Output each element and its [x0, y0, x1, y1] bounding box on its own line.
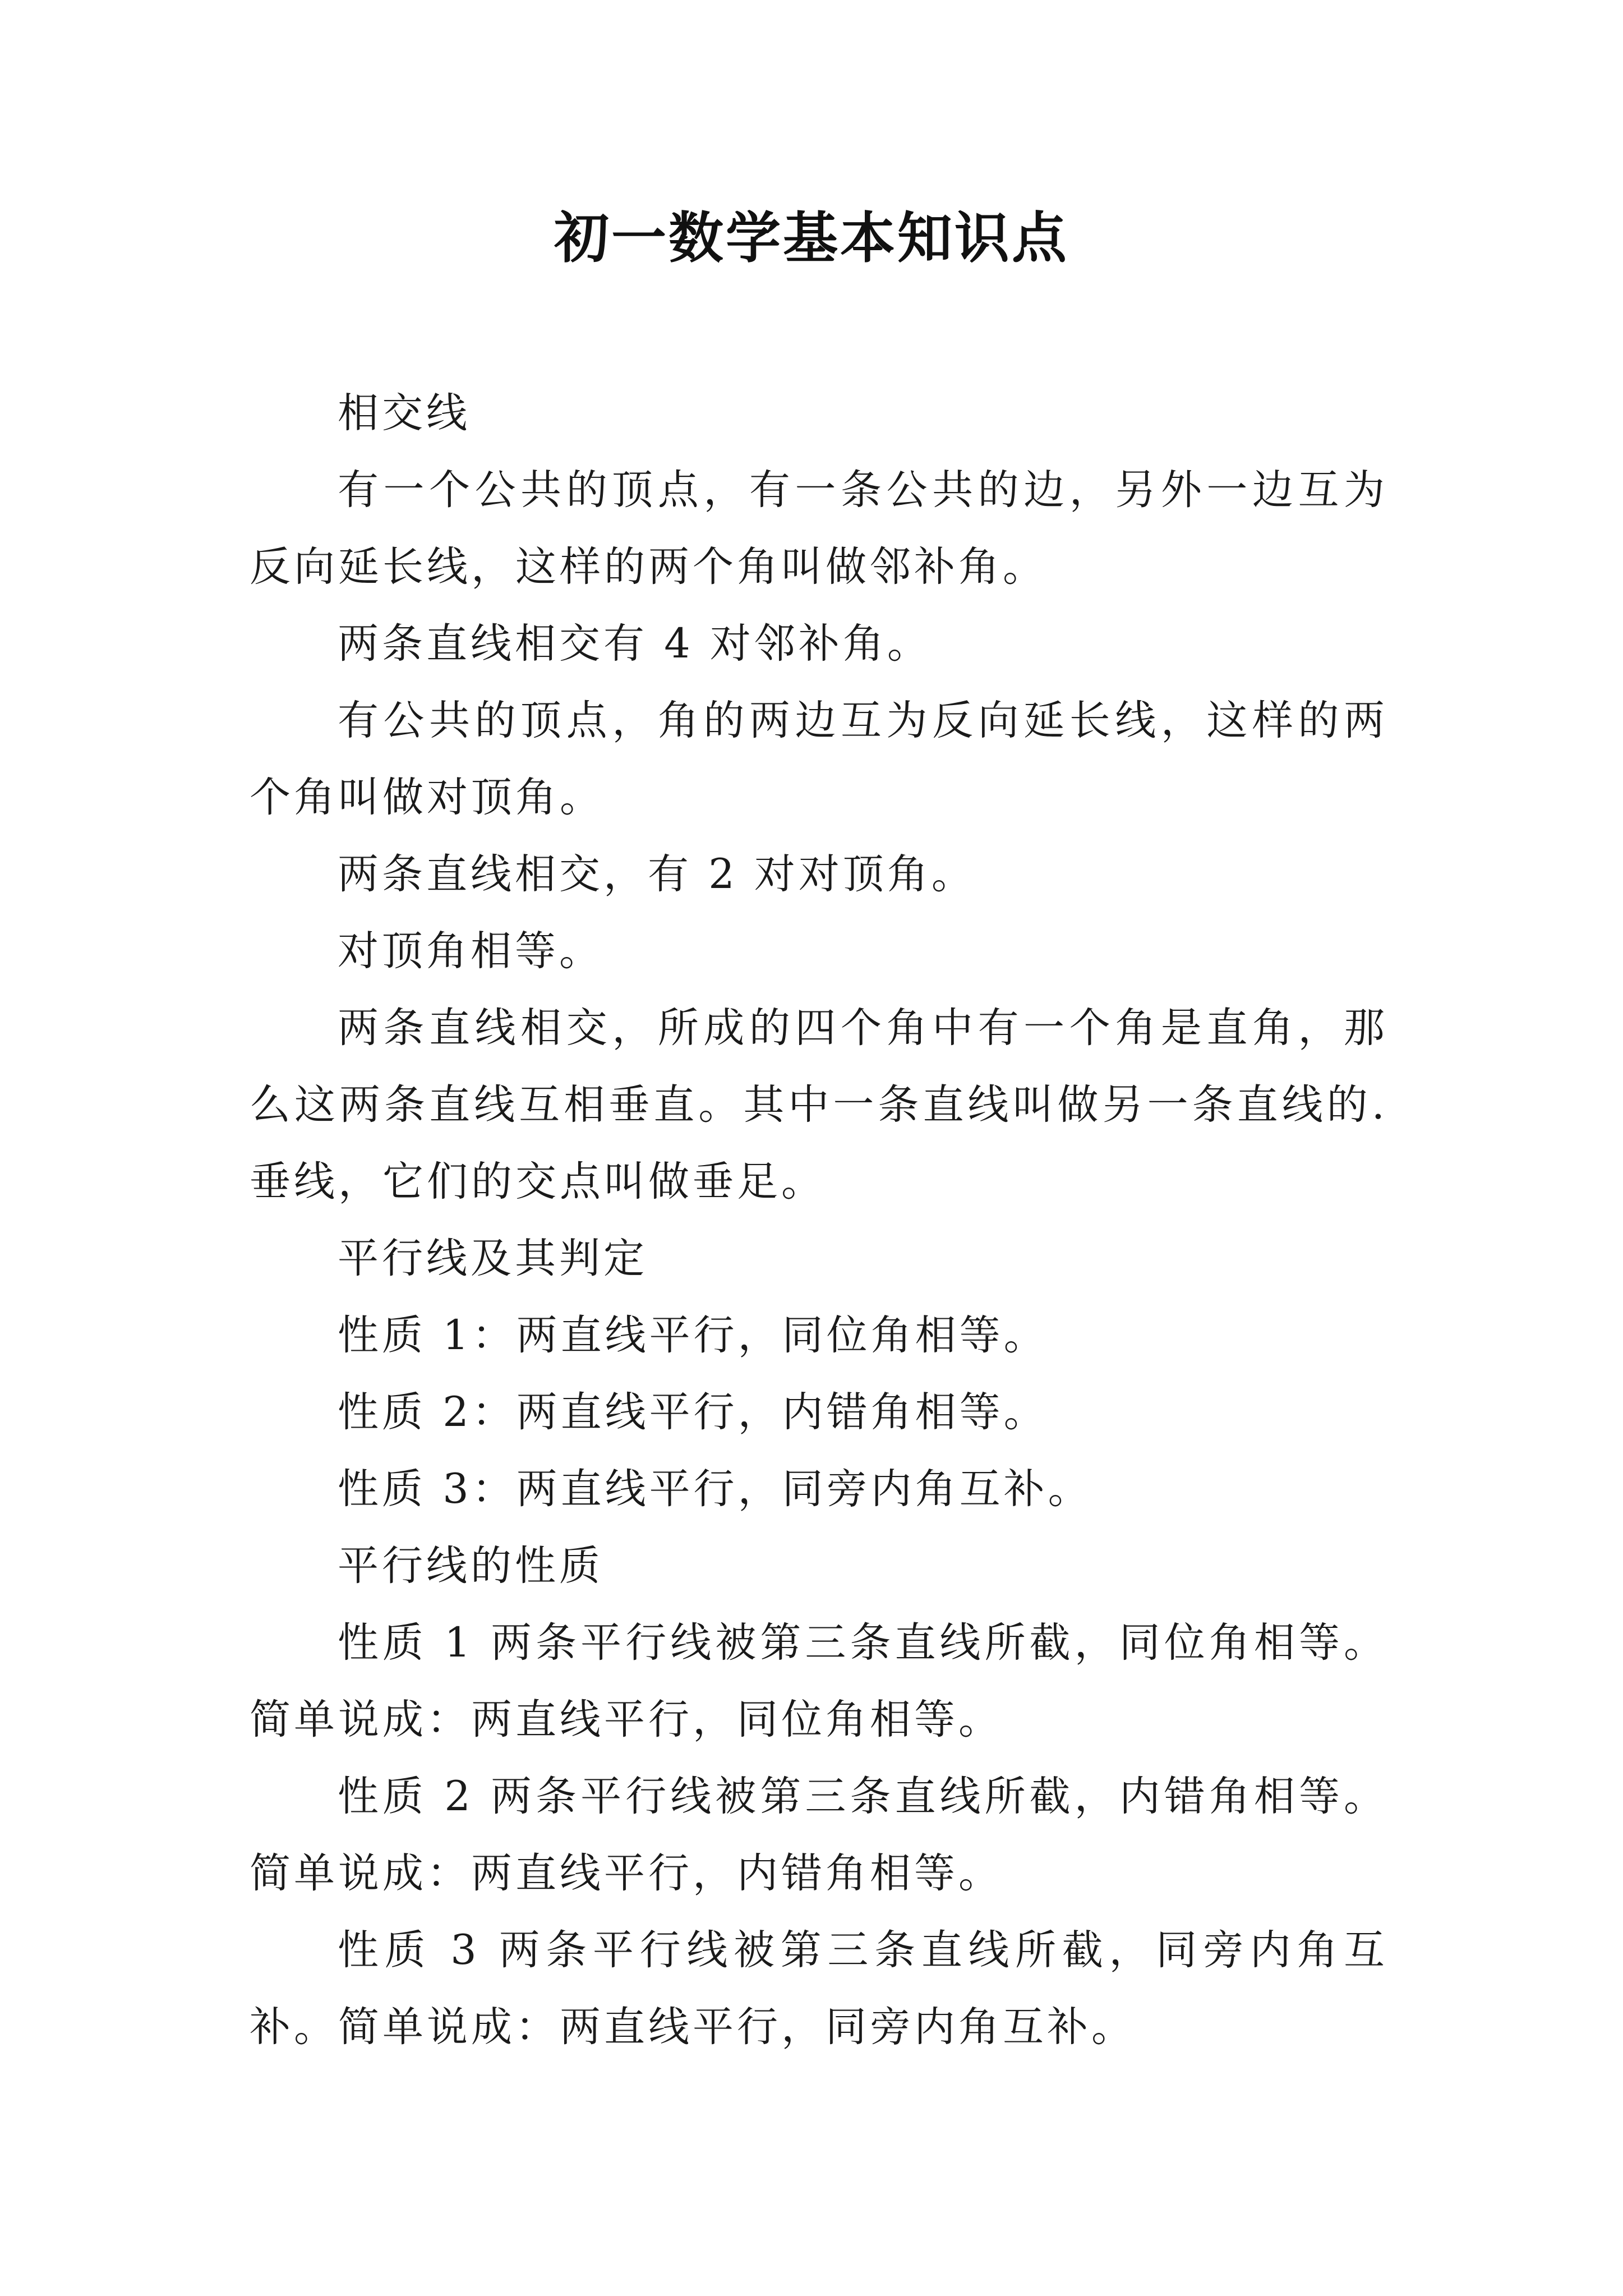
paragraph-10: 性质 2：两直线平行，内错角相等。	[338, 1388, 1048, 1436]
paragraph-13: 性质 1 两条平行线被第三条直线所截，同位角相等。简单说成：两直线平行，同位角相等。	[250, 1619, 1388, 1743]
document-title: 初一数学基本知识点	[554, 206, 1069, 270]
paragraph-11: 性质 3：两直线平行，同旁内角互补。	[338, 1465, 1092, 1513]
paragraph-7: 两条直线相交，所成的四个角中有一个角是直角，那么这两条直线互相垂直。其中一条直线叫做另一条直线的.垂线，它们的交点叫做垂足。	[250, 1004, 1388, 1205]
paragraph-4: 有公共的顶点，角的两边互为反向延长线，这样的两个角叫做对顶角。	[250, 697, 1388, 821]
document-body	[250, 375, 1388, 2065]
paragraph-14: 性质 2 两条平行线被第三条直线所截，内错角相等。简单说成：两直线平行，内错角相等。	[250, 1773, 1388, 1897]
paragraph-5: 两条直线相交，有 2 对对顶角。	[338, 850, 976, 898]
paragraph-6: 对顶角相等。	[338, 927, 603, 975]
paragraph-9: 性质 1：两直线平行，同位角相等。	[338, 1312, 1048, 1359]
paragraph-15: 性质 3 两条平行线被第三条直线所截，同旁内角互补。简单说成：两直线平行，同旁内角互补。	[250, 1926, 1388, 2051]
paragraph-2: 有一个公共的顶点，有一条公共的边，另外一边互为反向延长线，这样的两个角叫做邻补角。	[250, 466, 1388, 591]
paragraph-12: 平行线的性质	[338, 1542, 603, 1590]
paragraph-1: 相交线	[338, 389, 471, 437]
paragraph-3: 两条直线相交有 4 对邻补角。	[338, 620, 932, 668]
paragraph-8: 平行线及其判定	[338, 1235, 648, 1282]
